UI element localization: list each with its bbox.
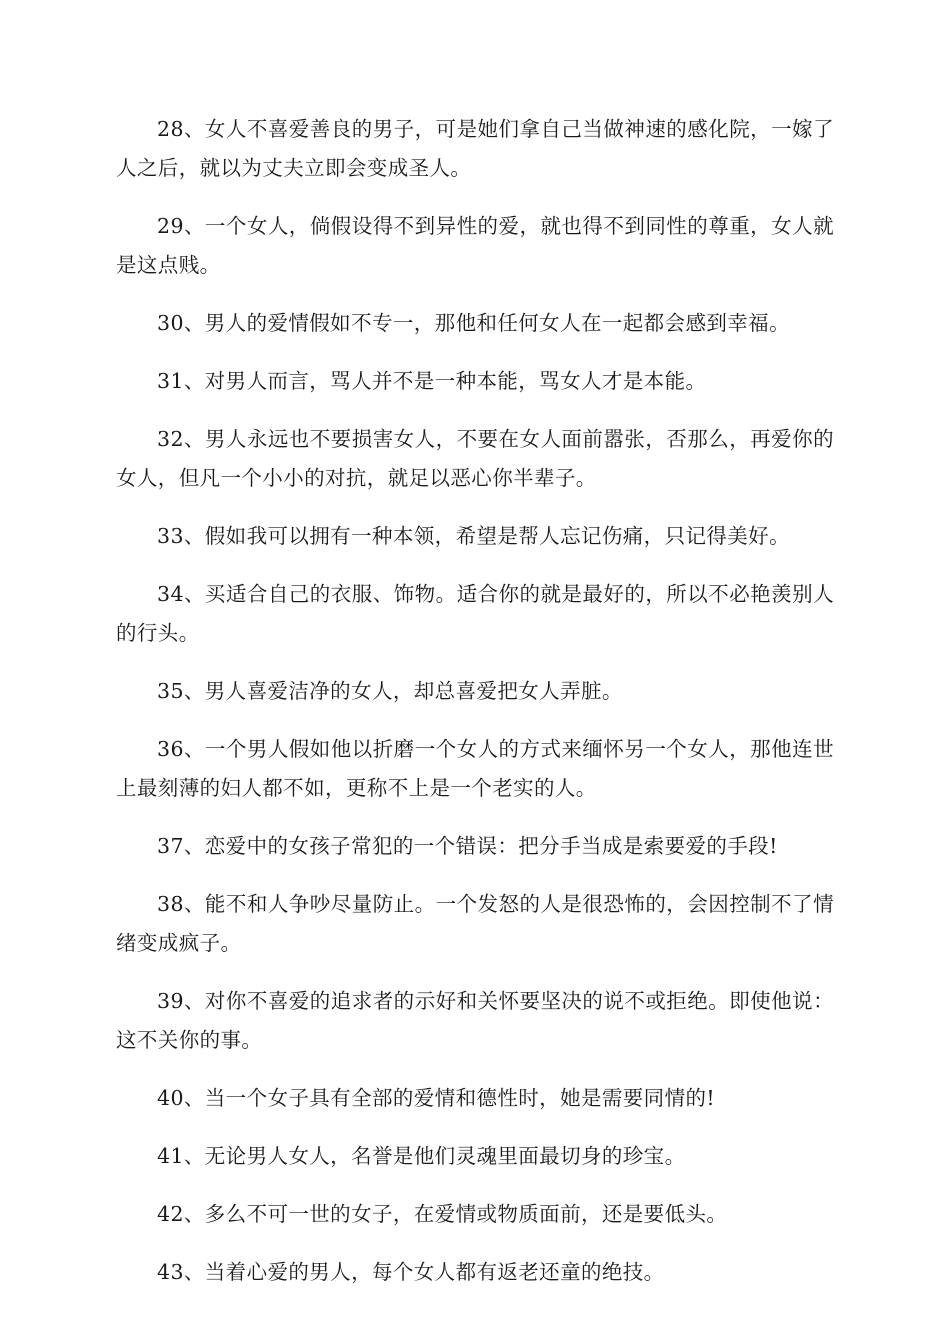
paragraph-34: 34、买适合自己的衣服、饰物。适合你的就是最好的，所以不必艳羡别人的行头。 xyxy=(116,582,834,645)
paragraph-38: 38、能不和人争吵尽量防止。一个发怒的人是很恐怖的，会因控制不了情绪变成疯子。 xyxy=(116,892,834,955)
paragraph-35: 35、男人喜爱洁净的女人，却总喜爱把女人弄脏。 xyxy=(157,679,623,703)
paragraph-36: 36、一个男人假如他以折磨一个女人的方式来缅怀另一个女人，那他连世上最刻薄的妇人都不如，更称不上是一个老实的人。 xyxy=(116,737,834,800)
paragraph-31: 31、对男人而言，骂人并不是一种本能，骂女人才是本能。 xyxy=(157,369,707,393)
paragraph-40: 40、当一个女子具有全部的爱情和德性时，她是需要同情的! xyxy=(157,1086,716,1110)
paragraph-29: 29、一个女人，倘假设得不到异性的爱，就也得不到同性的尊重，女人就是这点贱。 xyxy=(116,214,834,277)
paragraph-30: 30、男人的爱情假如不专一，那他和任何女人在一起都会感到幸福。 xyxy=(157,311,790,335)
paragraph-41: 41、无论男人女人，名誉是他们灵魂里面最切身的珍宝。 xyxy=(157,1144,686,1168)
paragraph-33: 33、假如我可以拥有一种本领，希望是帮人忘记伤痛，只记得美好。 xyxy=(157,524,790,548)
paragraph-42: 42、多么不可一世的女子，在爱情或物质面前，还是要低头。 xyxy=(157,1202,728,1226)
paragraph-28: 28、女人不喜爱善良的男子，可是她们拿自己当做神速的感化院，一嫁了人之后，就以为丈夫立即会变成圣人。 xyxy=(116,117,834,180)
paragraph-43: 43、当着心爱的男人，每个女人都有返老还童的绝技。 xyxy=(157,1260,665,1284)
document-body xyxy=(116,110,834,1311)
paragraph-39: 39、对你不喜爱的追求者的示好和关怀要坚决的说不或拒绝。即使他说：这不关你的事。 xyxy=(116,989,834,1052)
paragraph-37: 37、恋爱中的女孩子常犯的一个错误：把分手当成是索要爱的手段! xyxy=(157,834,778,858)
paragraph-32: 32、男人永远也不要损害女人，不要在女人面前嚣张，否那么，再爱你的女人，但凡一个小小的对抗，就足以恶心你半辈子。 xyxy=(116,427,834,490)
